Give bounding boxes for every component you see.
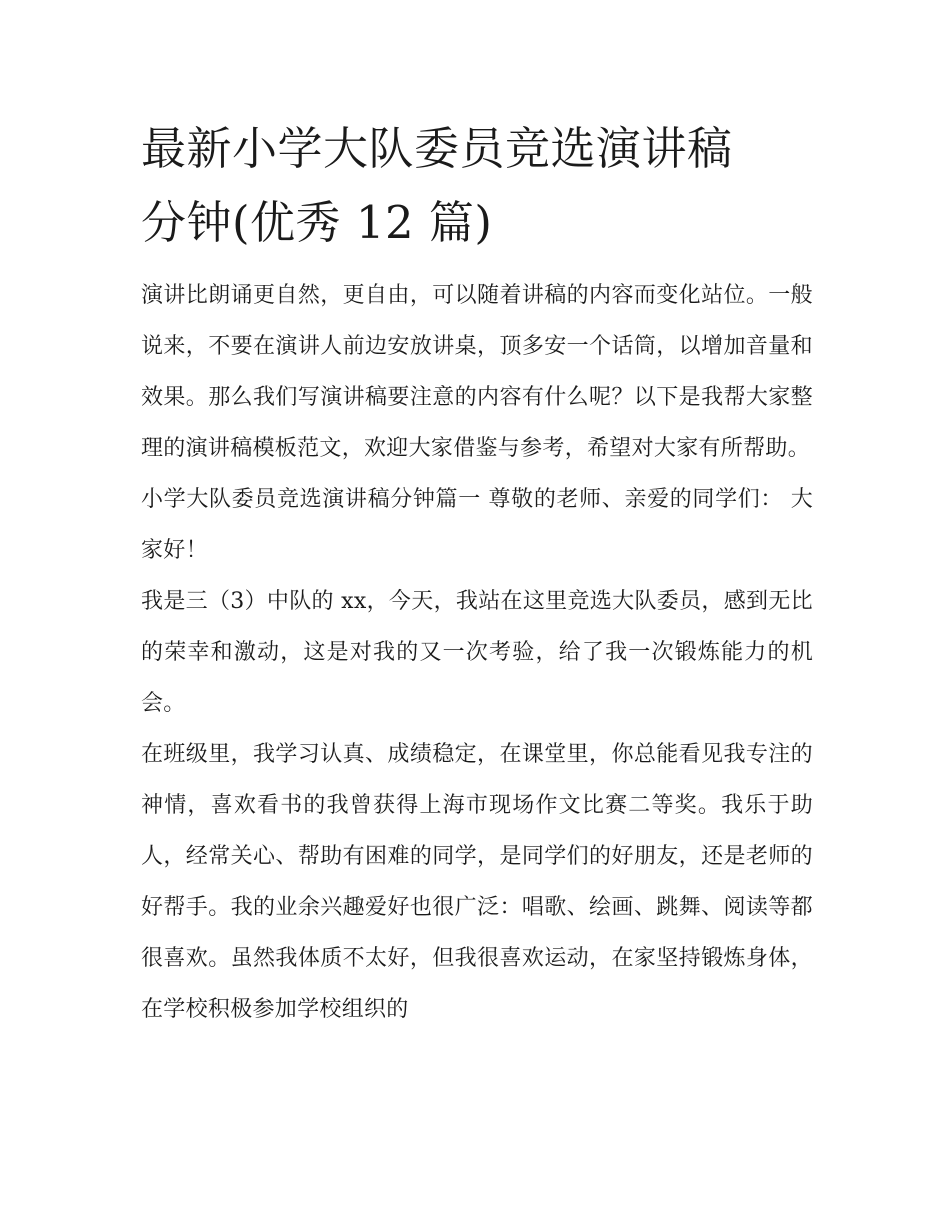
title-line-1: 最新小学大队委员竞选演讲稿	[141, 122, 733, 175]
speech-heading-paragraph: 小学大队委员竞选演讲稿分钟篇一 尊敬的老师、亲爱的同学们： 大家好！	[141, 487, 813, 563]
self-introduction-paragraph: 我是三（3）中队的 xx，今天，我站在这里竞选大队委员，感到无比的荣幸和激动，这是对我的又一次考验，给了我一次锻炼能力的机会。	[141, 589, 813, 716]
document-body	[141, 112, 813, 1035]
title-line-2: 分钟(优秀 12 篇)	[141, 196, 493, 249]
document-title	[141, 112, 813, 260]
intro-paragraph: 演讲比朗诵更自然，更自由，可以随着讲稿的内容而变化站位。一般说来，不要在演讲人前边安放讲桌，顶多安一个话筒，以增加音量和效果。那么我们写演讲稿要注意的内容有什么呢？以下是我帮大家整理的演讲稿模板范文，欢迎大家借鉴与参考，希望对大家有所帮助。	[141, 283, 813, 461]
achievements-paragraph: 在班级里，我学习认真、成绩稳定，在课堂里，你总能看见我专注的神情，喜欢看书的我曾获得上海市现场作文比赛二等奖。我乐于助人，经常关心、帮助有困难的同学，是同学们的好朋友，还是老师的好帮手。我的业余兴趣爱好也很广泛：唱歌、绘画、跳舞、阅读等都很喜欢。虽然我体质不太好，但我很喜欢运动，在家坚持锻炼身体，在学校积极参加学校组织的	[141, 742, 813, 1022]
